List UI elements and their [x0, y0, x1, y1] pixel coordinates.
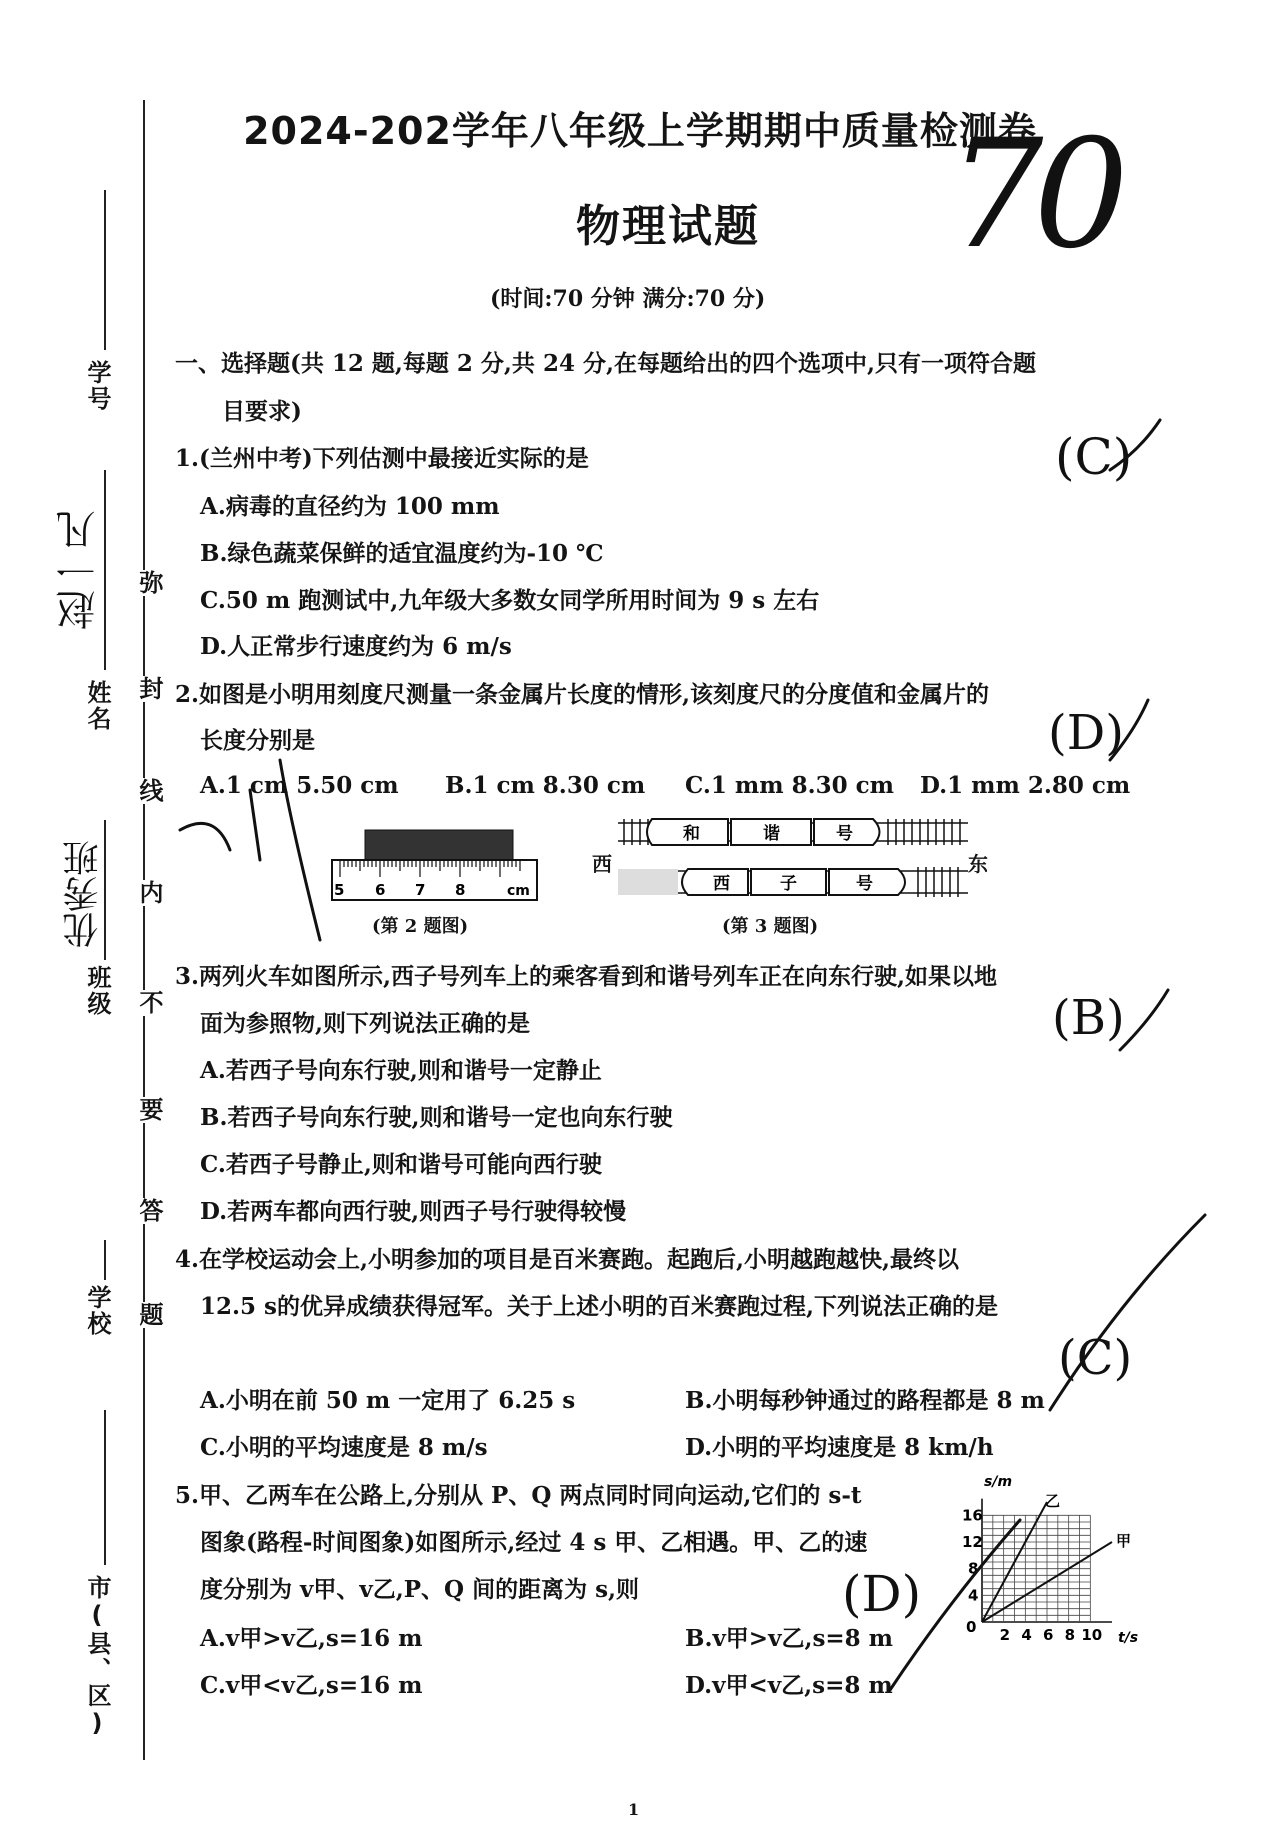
- section-heading-cont: 目要求): [222, 398, 302, 425]
- q3-option-d: D.若两车都向西行驶,则西子号行驶得较慢: [200, 1198, 627, 1225]
- q5-stem-cont2: 度分别为 v甲、v乙,P、Q 间的距离为 s,则: [200, 1576, 640, 1603]
- chart-xtick: 2: [999, 1626, 1011, 1644]
- chart-xlabel: t/s: [1118, 1630, 1139, 1646]
- q2-stem-cont: 长度分别是: [200, 727, 315, 754]
- train-hexie-car-2: 谐: [763, 824, 780, 844]
- seal-char: 题: [132, 1302, 167, 1328]
- chart-ytick: 4: [968, 1586, 979, 1605]
- q1-handwritten-answer: (C): [1055, 428, 1133, 486]
- q3-option-a: A.若西子号向东行驶,则和谐号一定静止: [200, 1057, 602, 1084]
- seal-char: 要: [132, 1097, 167, 1123]
- train-hexie-car-1: 和: [683, 824, 700, 844]
- q5-option-b: B.v甲>v乙,s=8 m: [685, 1625, 894, 1652]
- seal-char: 弥: [132, 570, 167, 596]
- q4-option-b: B.小明每秒钟通过的路程都是 8 m: [685, 1387, 1045, 1414]
- q5-option-a: A.v甲>v乙,s=16 m: [200, 1625, 423, 1652]
- seal-char: 线: [132, 778, 167, 804]
- chart-ytick: 8: [968, 1559, 979, 1578]
- handwritten-name: 赵一凡: [56, 510, 102, 630]
- q4-handwritten-answer: (C): [1058, 1330, 1133, 1386]
- q3-option-b: B.若西子号向东行驶,则和谐号一定也向东行驶: [200, 1104, 673, 1131]
- q3-train-figure: [588, 815, 988, 910]
- school-line: [104, 1240, 106, 1280]
- q4-option-c: C.小明的平均速度是 8 m/s: [200, 1434, 488, 1461]
- q1-option-b: B.绿色蔬菜保鲜的适宜温度约为-10 ℃: [200, 540, 604, 567]
- q5-stem: 5.甲、乙两车在公路上,分别从 P、Q 两点同时同向运动,它们的 s-t: [175, 1482, 862, 1509]
- ruler-label-cm: cm: [507, 883, 530, 899]
- handwritten-class: 优秀班: [63, 840, 104, 948]
- q3-figure-caption: (第 3 题图): [722, 916, 819, 937]
- exam-title: 2024-202学年八年级上学期期中质量检测卷: [243, 109, 1037, 153]
- q2-figure-caption: (第 2 题图): [372, 916, 469, 937]
- seal-text: [132, 0, 163, 1825]
- q1-option-a: A.病毒的直径约为 100 mm: [200, 493, 500, 520]
- chart-origin: 0: [966, 1618, 977, 1636]
- chart-xtick: 4: [1021, 1626, 1032, 1644]
- metal-strip: [365, 830, 513, 860]
- ruler-label-8: 8: [455, 881, 466, 899]
- blurred-area: [618, 869, 678, 895]
- chart-ytick: 12: [962, 1533, 983, 1551]
- q1-option-d: D.人正常步行速度约为 6 m/s: [200, 633, 512, 660]
- seal-char: 内: [132, 880, 167, 906]
- check-mark-q3: [1120, 990, 1168, 1050]
- chart-xtick: 8: [1064, 1626, 1076, 1644]
- q5-option-d: D.v甲<v乙,s=8 m: [685, 1672, 893, 1699]
- q4-option-d: D.小明的平均速度是 8 km/h: [685, 1434, 994, 1461]
- chart-ylabel: s/m: [984, 1474, 1013, 1490]
- seal-char: 答: [132, 1198, 167, 1224]
- q3-stem: 3.两列火车如图所示,西子号列车上的乘客看到和谐号列车正在向东行驶,如果以地: [175, 963, 998, 990]
- legend-jia: 甲: [1116, 1532, 1132, 1550]
- chart-xtick: 6: [1043, 1626, 1054, 1644]
- q2-option-c: C.1 mm 8.30 cm: [685, 772, 894, 799]
- ruler-label-5: 5: [334, 881, 345, 899]
- q2-ruler-figure: [330, 825, 540, 905]
- chart-ytick: 16: [962, 1506, 983, 1525]
- q2-option-b: B.1 cm 8.30 cm: [445, 772, 646, 799]
- city-line: [104, 1410, 106, 1565]
- seal-char: 封: [132, 676, 167, 702]
- q5-stem-cont: 图象(路程-时间图象)如图所示,经过 4 s 甲、乙相遇。甲、乙的速: [200, 1529, 868, 1556]
- q5-option-c: C.v甲<v乙,s=16 m: [200, 1672, 423, 1699]
- ruler-label-7: 7: [415, 881, 426, 899]
- q3-stem-cont: 面为参照物,则下列说法正确的是: [200, 1010, 531, 1037]
- q2-option-a: A.1 cm 5.50 cm: [200, 772, 399, 799]
- time-info: (时间:70 分钟 满分:70 分): [490, 286, 766, 312]
- class-label: 班级: [83, 965, 111, 1017]
- train-hexie-car-3: 号: [836, 824, 853, 844]
- school-label: 学校: [83, 1285, 111, 1337]
- ruler-label-6: 6: [375, 881, 386, 899]
- q2-stem: 2.如图是小明用刻度尺测量一条金属片长度的情形,该刻度尺的分度值和金属片的: [175, 681, 990, 708]
- q3-east-label: 东: [968, 852, 988, 876]
- city-label: 市(县、区): [83, 1575, 111, 1739]
- subject-title: 物理试题: [576, 201, 760, 252]
- section-heading: 一、选择题(共 12 题,每题 2 分,共 24 分,在每题给出的四个选项中,只有一项符合题: [175, 350, 1036, 377]
- train-xizi-car-3: 号: [856, 874, 873, 894]
- train-xizi-car-2: 子: [780, 874, 797, 894]
- student-no-label: 学号: [83, 360, 111, 412]
- q4-stem: 4.在学校运动会上,小明参加的项目是百米赛跑。起跑后,小明越跑越快,最终以: [175, 1246, 960, 1273]
- q1-stem: 1.(兰州中考)下列估测中最接近实际的是: [175, 445, 589, 472]
- legend-yi: 乙: [1045, 1492, 1061, 1510]
- page-number: 1: [628, 1800, 640, 1819]
- q2-option-d: D.1 mm 2.80 cm: [920, 772, 1131, 799]
- q3-west-label: 西: [592, 852, 612, 876]
- handwritten-score: 70: [948, 108, 1119, 282]
- q4-stem-cont: 12.5 s的优异成绩获得冠军。关于上述小明的百米赛跑过程,下列说法正确的是: [200, 1293, 998, 1320]
- seal-char: 不: [132, 990, 167, 1016]
- q5-st-chart: [960, 1470, 1155, 1650]
- q1-option-c: C.50 m 跑测试中,九年级大多数女同学所用时间为 9 s 左右: [200, 587, 820, 614]
- q4-option-a: A.小明在前 50 m 一定用了 6.25 s: [200, 1387, 576, 1414]
- q2-handwritten-answer: (D): [1048, 705, 1124, 761]
- q3-handwritten-answer: (B): [1052, 990, 1125, 1046]
- train-xizi-car-1: 西: [713, 874, 730, 894]
- chart-xtick: 10: [1081, 1626, 1103, 1644]
- q5-handwritten-answer: (D): [842, 1565, 922, 1623]
- name-label: 姓名: [83, 680, 111, 732]
- q3-option-c: C.若西子号静止,则和谐号可能向西行驶: [200, 1151, 602, 1178]
